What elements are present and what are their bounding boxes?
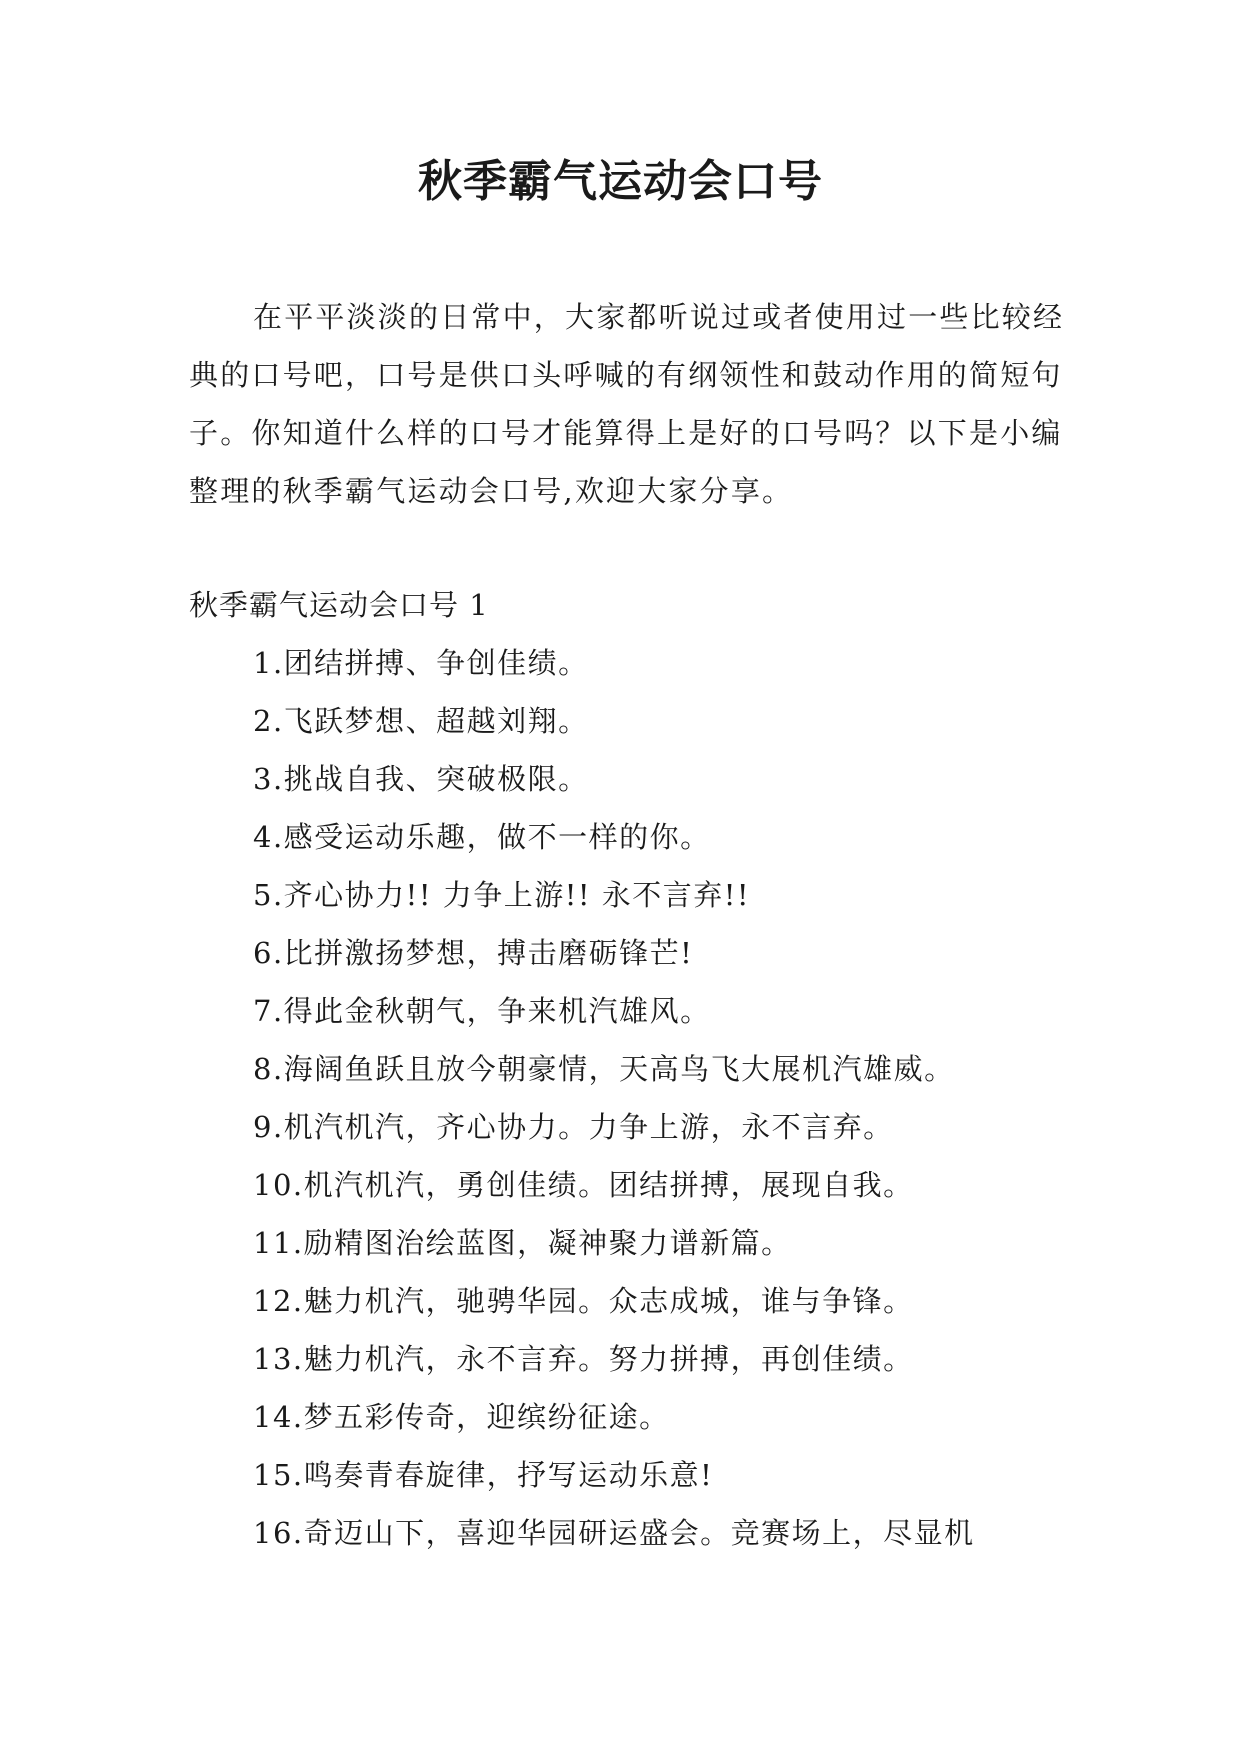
list-item: 6.比拼激扬梦想，搏击磨砺锋芒! (253, 936, 694, 970)
list-item: 14.梦五彩传奇，迎缤纷征途。 (253, 1400, 670, 1434)
list-item: 1.团结拼搏、争创佳绩。 (253, 646, 589, 680)
slogan-list (253, 634, 1083, 1562)
list-item: 12.魅力机汽，驰骋华园。众志成城，谁与争锋。 (253, 1284, 914, 1318)
list-item: 3.挑战自我、突破极限。 (253, 762, 589, 796)
list-item: 7.得此金秋朝气，争来机汽雄风。 (253, 994, 711, 1028)
list-item: 11.励精图治绘蓝图，凝神聚力谱新篇。 (253, 1226, 792, 1260)
intro-paragraph: 在平平淡淡的日常中，大家都听说过或者使用过一些比较经典的口号吧，口号是供口头呼喊的有纲领性和鼓动作用的简短句子。你知道什么样的口号才能算得上是好的口号吗？以下是小编整理的秋季霸气运动会口号,欢迎大家分享。 (189, 300, 1065, 508)
list-item: 8.海阔鱼跃且放今朝豪情，天高鸟飞大展机汽雄威。 (253, 1052, 955, 1086)
list-item: 4.感受运动乐趣，做不一样的你。 (253, 820, 711, 854)
list-item: 15.鸣奏青春旋律，抒写运动乐意! (253, 1458, 714, 1492)
list-item: 9.机汽机汽，齐心协力。力争上游，永不言弃。 (253, 1110, 894, 1144)
page-title: 秋季霸气运动会口号 (418, 156, 823, 207)
list-item: 5.齐心协力!! 力争上游!! 永不言弃!! (253, 878, 751, 912)
list-item: 10.机汽机汽，勇创佳绩。团结拼搏，展现自我。 (253, 1168, 914, 1202)
list-item: 16.奇迈山下，喜迎华园研运盛会。竞赛场上，尽显机 (253, 1516, 975, 1550)
section-heading: 秋季霸气运动会口号 1 (189, 588, 489, 622)
list-item: 2.飞跃梦想、超越刘翔。 (253, 704, 589, 738)
list-item: 13.魅力机汽，永不言弃。努力拼搏，再创佳绩。 (253, 1342, 914, 1376)
